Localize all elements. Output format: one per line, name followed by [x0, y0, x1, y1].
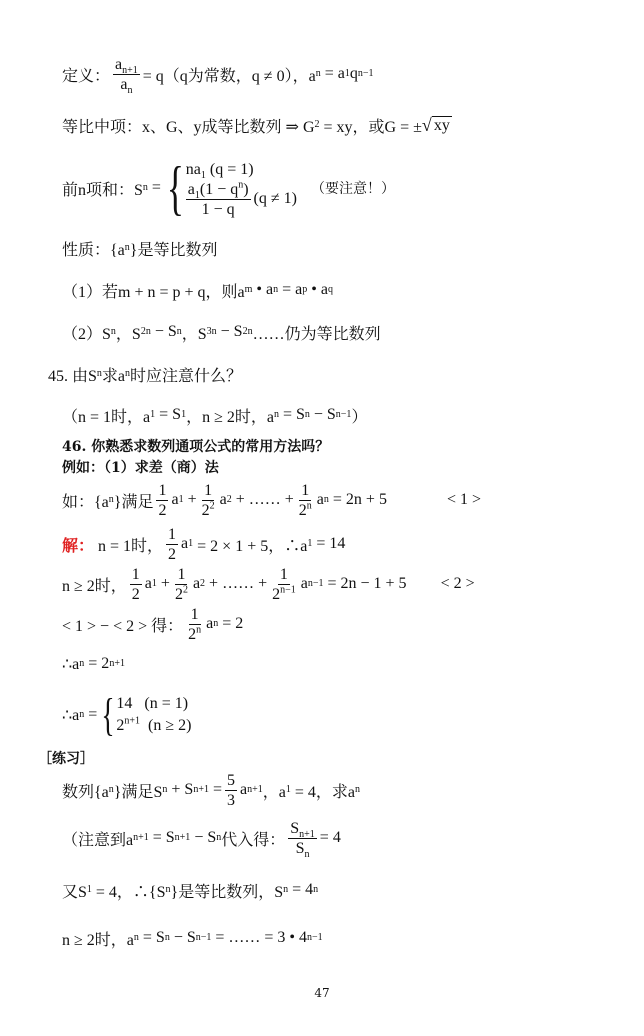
ex1-t6: ，a	[262, 783, 286, 801]
ex2-t2: = S	[152, 829, 175, 846]
ex2-fds: n	[304, 848, 310, 860]
s5-c2: 2	[116, 717, 125, 734]
property-2: （2）S n ，S 2n − S n ，S 3n − S 2n ……仍为等比数列	[62, 320, 381, 344]
s3-fd: 2	[188, 625, 197, 643]
case1: na	[185, 160, 201, 178]
s2-a3: a	[300, 575, 308, 592]
ex1-t1: 数列{a	[62, 783, 109, 801]
middle-term-text: 等比中项：x、G、y成等比数列 ⇒ G	[62, 118, 315, 136]
page-number: 47	[314, 986, 330, 1000]
sol-fd: 2	[168, 545, 177, 563]
a45-t6: ）	[351, 408, 368, 426]
case2-num-rest: (1 − q	[199, 180, 239, 198]
ex4-t1: n ≥ 2时，a	[62, 931, 134, 949]
ex2-t1: （注意到a	[62, 831, 134, 849]
definition-line: 定义： $\frac{a_{n+1}}{a_n}$ = q（q为常数，q ≠ 0），a n = a 1 q n−1	[62, 55, 374, 96]
s2-f2d: 2	[174, 585, 183, 603]
s2-f3d: 2	[272, 585, 281, 603]
ex2-t4: 代入得：	[221, 831, 286, 849]
step2-line: n ≥ 2时， $\frac{1}{2}$ a 1 + $\frac{1}{2^2}$ a 2 + …… + $\frac{1}{2^{n-1}}$ a n−1 = 2n − 1 + 5 < 2 >	[62, 565, 475, 603]
ex-f3ds: n	[306, 500, 312, 512]
ex-a1: a	[171, 491, 179, 508]
property-line: 性质：{a n }是等比数列	[62, 236, 217, 260]
middle-term-line: 等比中项：x、G、y成等比数列 ⇒ G 2 = xy，或G = ± √ xy	[62, 114, 450, 136]
ex3-t4: = 4	[292, 881, 314, 898]
ex-f1d: 2	[158, 501, 167, 519]
exercise-line-3: 又S 1 = 4，∴{S n }是等比数列，S n = 4 n	[62, 878, 318, 902]
sum-cases	[186, 159, 297, 218]
prop2-t3: − S	[154, 323, 177, 340]
s2-a1: a	[144, 575, 152, 592]
ex-tag: < 1 >	[446, 491, 481, 508]
a45-t4: = S	[282, 406, 305, 423]
ex3-t1: 又S	[62, 883, 87, 901]
ex-dots: + …… +	[235, 491, 294, 508]
ex2-fd: S	[295, 839, 305, 857]
case2-num-end: )	[243, 180, 249, 198]
s3-fn: 1	[190, 605, 199, 623]
ex4-t4: = …… = 3 • 4	[215, 929, 308, 946]
s5-eq: =	[88, 706, 98, 723]
a45-t5: − S	[313, 406, 336, 423]
s3-fds: n	[196, 624, 202, 636]
ex3-t3: }是等比数列，S	[170, 883, 284, 901]
frac-den-sub: n	[127, 84, 133, 96]
definition-eq: = q（q为常数，q ≠ 0），a	[142, 67, 316, 85]
definition-fraction	[113, 55, 140, 96]
left-brace-icon: {	[166, 155, 184, 221]
s2-rhs: = 2n − 1 + 5	[327, 575, 407, 592]
s5-cases	[116, 693, 191, 737]
property-label: 性质：{a	[62, 241, 125, 259]
ex-f3d: 2	[298, 501, 307, 519]
practice-title: ［练习］	[38, 751, 94, 767]
ex1-t3: + S	[171, 781, 194, 798]
s5-t1: ∴a	[62, 707, 80, 724]
s4-t1: ∴a	[62, 656, 80, 673]
frac-num: a	[115, 55, 123, 73]
prop2-t1: （2）S	[62, 325, 111, 343]
s2-dots: + …… +	[209, 575, 268, 592]
sol-rhs: = 2 × 1 + 5，∴a	[197, 537, 308, 555]
ex1-t4: =	[212, 781, 222, 798]
s5-c1: 14	[116, 695, 133, 712]
step5-line: ∴a n = { 14 (n = 1) $2^{n+1}$ (n ≥ 2)	[62, 689, 192, 740]
definition-eq3: q	[349, 65, 358, 82]
ex-f2d: 2	[201, 501, 210, 519]
case2-num-sub: 1	[194, 189, 200, 201]
exercise-line-2: （注意到a n+1 = S n+1 − S n 代入得： $\frac{S_{n+1}}{S_n}$ = 4	[62, 819, 341, 860]
ex1-fn: 5	[226, 771, 235, 789]
s2-f2n: 1	[177, 565, 186, 583]
case1-sub: 1	[200, 169, 206, 181]
solution-label: 解：	[62, 537, 95, 555]
sol-a: a	[181, 535, 189, 552]
exercise-line-4: n ≥ 2时，a n = S n − S n−1 = …… = 3 • 4 n−1	[62, 926, 323, 950]
ex-f3n: 1	[301, 481, 310, 499]
definition-label: 定义：	[62, 67, 111, 85]
sol-fn: 1	[168, 525, 177, 543]
q45-t3: 时应注意什么？	[130, 367, 243, 385]
a45-t2: = S	[159, 406, 182, 423]
example-line: 如：{a n }满足 $\frac{1}{2}$ a 1 + $\frac{1}{2^2}$ a 2 + …… + $\frac{1}{2^n}$ a n = 2n + 5 < 1 >	[62, 481, 481, 519]
ex1-t7: = 4，求a	[294, 783, 355, 801]
sqrt-content: xy	[433, 116, 450, 134]
ex-a3: a	[316, 491, 324, 508]
ex-f1n: 1	[158, 481, 167, 499]
question-46: 46. 你熟悉求数列通项公式的常用方法吗？	[62, 439, 330, 455]
step4-line: ∴a n = 2 n+1	[62, 655, 125, 673]
s3-rhs: = 2	[222, 615, 244, 632]
s2-f3ds: n−1	[280, 584, 296, 596]
prop1-t2: • a	[256, 281, 274, 298]
sol-t1: n = 1时，	[98, 537, 164, 555]
a45-t3: ，n ≥ 2时，a	[186, 408, 274, 426]
ex1-t5: a	[239, 781, 248, 798]
definition-eq2: = a	[324, 65, 345, 82]
a45-t1: （n = 1时，a	[62, 408, 151, 426]
prop1-t3: = a	[282, 281, 303, 298]
sum-formula: 前n项和：S n = { $na_1$ (q = 1) $\frac{a_1(1 - q^n)}{1 - q}$ (q ≠ 1) （要注意！）	[62, 155, 395, 221]
s2-a2: a	[192, 575, 201, 592]
s5-c2sup: n+1	[124, 715, 141, 727]
sum-label: 前n项和：S	[62, 181, 143, 199]
solution-line: 解： n = 1时， $\frac{1}{2}$ a 1 = 2 × 1 + 5，∴a 1 = 14	[62, 525, 346, 563]
case1-cond: (q = 1)	[205, 160, 254, 178]
case2-num: a	[187, 180, 195, 198]
property-1: （1）若m + n = p + q，则a m • a n = a p • a q	[62, 278, 333, 302]
sol-rhs2: = 14	[316, 535, 346, 552]
sum-note: （要注意！）	[310, 182, 395, 197]
ex4-t2: = S	[142, 929, 165, 946]
ex-f2ds: 2	[209, 500, 215, 512]
s3-t1: < 1 > − < 2 > 得：	[62, 617, 184, 635]
ex-t2: }满足	[113, 493, 154, 511]
case2-den: 1 − q	[201, 200, 235, 218]
s2-plus: +	[160, 575, 170, 592]
prop2-t2: ，S	[115, 325, 141, 343]
q45-t2: 求a	[101, 367, 126, 385]
ex-a2: a	[219, 491, 227, 508]
ex-plus: +	[187, 491, 197, 508]
s2-f3n: 1	[279, 565, 288, 583]
ex2-t5: = 4	[319, 829, 341, 846]
frac-den: a	[120, 75, 128, 93]
s2-f2ds: 2	[182, 584, 188, 596]
ex-f2n: 1	[204, 481, 213, 499]
ex-rhs: = 2n + 5	[332, 491, 387, 508]
prop2-t5: − S	[220, 323, 243, 340]
middle-term-text2: = xy，或G = ±	[323, 118, 422, 136]
prop2-t6: ……仍为等比数列	[252, 325, 381, 343]
s3-a: a	[206, 615, 214, 632]
s2-tag: < 2 >	[440, 575, 475, 592]
s2-t1: n ≥ 2时，	[62, 577, 127, 595]
s5-c2cond: (n ≥ 2)	[148, 717, 192, 734]
prop1-text: （1）若m + n = p + q，则a	[62, 283, 245, 301]
q45-t1: 45. 由S	[48, 367, 97, 385]
s2-f1d: 2	[131, 585, 140, 603]
property-rest: }是等比数列	[129, 241, 218, 259]
ex-t1: 如：{a	[62, 493, 109, 511]
ex4-t3: − S	[173, 929, 196, 946]
example-title: 例如：（1）求差（商）法	[62, 460, 219, 476]
s4-t2: = 2	[88, 655, 110, 672]
ex1-fd: 3	[226, 791, 235, 809]
ex1-t2: }满足S	[113, 783, 163, 801]
prop1-t4: • a	[311, 281, 328, 298]
ex2-t3: − S	[194, 829, 217, 846]
ex2-fn: S	[290, 819, 300, 837]
ex3-t2: = 4，∴{S	[95, 883, 166, 901]
case2-num-sup: n	[238, 179, 244, 191]
s5-c1cond: (n = 1)	[144, 695, 189, 712]
step3-line: < 1 > − < 2 > 得： $\frac{1}{2^n}$ a n = 2	[62, 605, 244, 643]
answer-45: （n = 1时，a 1 = S 1 ，n ≥ 2时，a n = S n − S n−1 ）	[62, 403, 367, 427]
exercise-line-1: 数列{a n }满足S n + S n+1 = $\frac{5}{3}$ a n+1 ，a 1 = 4，求a n	[62, 771, 360, 809]
s2-f1n: 1	[131, 565, 140, 583]
prop2-t4: ，S	[181, 325, 207, 343]
sum-eq: =	[151, 179, 161, 196]
left-brace-icon: {	[101, 689, 115, 740]
question-45: 45. 由S n 求a n 时应注意什么？	[48, 362, 242, 386]
case2-cond: (q ≠ 1)	[253, 190, 297, 207]
ex2-fns: n+1	[299, 828, 315, 840]
frac-num-sub: n+1	[122, 64, 138, 76]
